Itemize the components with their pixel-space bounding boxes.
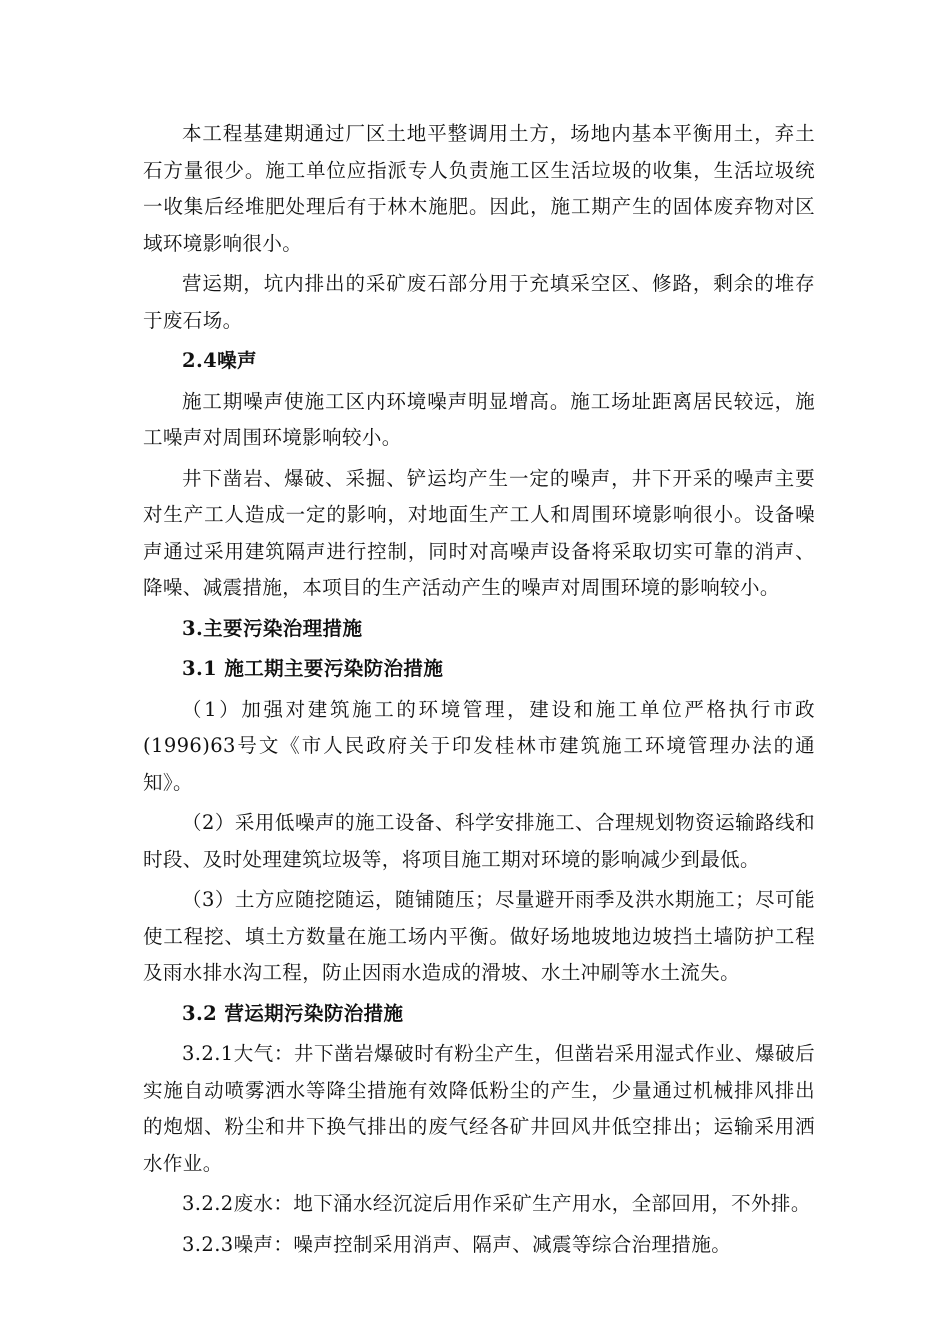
paragraph-measure-3: （3）土方应随挖随运，随铺随压；尽量避开雨季及洪水期施工；尽可能使工程挖、填土方数量在施工场内平衡。做好场地坡地边坡挡土墙防护工程及雨水排水沟工程，防止因雨水造成的滑坡、水土冲刷等水土流失。 [143,888,815,984]
paragraph-measure-1: （1）加强对建筑施工的环境管理，建设和施工单位严格执行市政(1996)63号文《市人民政府关于印发桂林市建筑施工环境管理办法的通知》。 [143,697,815,794]
paragraph-3-2-1-air: 3.2.1大气：井下凿岩爆破时有粉尘产生，但凿岩采用湿式作业、爆破后实施自动喷雾洒水等降尘措施有效降低粉尘的产生，少量通过机械排风排出的炮烟、粉尘和井下换气排出的废气经各矿井回风井低空排出；运输采用洒水作业。 [143,1042,815,1175]
heading-3-main-measures: 3.主要污染治理措施 [182,616,363,640]
paragraph-operation-waste-rock: 营运期，坑内排出的采矿废石部分用于充填采空区、修路，剩余的堆存于废石场。 [143,272,815,332]
paragraph-3-2-3-noise: 3.2.3噪声：噪声控制采用消声、隔声、减震等综合治理措施。 [182,1232,732,1256]
paragraph-3-2-2-wastewater: 3.2.2废水：地下涌水经沉淀后用作采矿生产用水，全部回用，不外排。 [182,1192,811,1215]
paragraph-underground-noise: 井下凿岩、爆破、采掘、铲运均产生一定的噪声，井下开采的噪声主要对生产工人造成一定的影响，对地面生产工人和周围环境影响很小。设备噪声通过采用建筑隔声进行控制，同时对高噪声设备将采取切实可靠的消声、降噪、减震措施，本项目的生产活动产生的噪声对周围环境的影响较小。 [143,466,815,599]
paragraph-construction-solid-waste: 本工程基建期通过厂区土地平整调用土方，场地内基本平衡用土，弃土石方量很少。施工单位应指派专人负责施工区生活垃圾的收集，生活垃圾统一收集后经堆肥处理后有于林木施肥。因此，施工期产生的固体废弃物对区域环境影响很小。 [143,122,815,255]
heading-3-1-construction-measures: 3.1 施工期主要污染防治措施 [182,657,444,680]
heading-3-2-operation-measures: 3.2 营运期污染防治措施 [182,1001,404,1025]
heading-2-4-noise: 2.4噪声 [182,349,257,372]
paragraph-construction-noise: 施工期噪声使施工区内环境噪声明显增高。施工场址距离居民较远，施工噪声对周围环境影响较小。 [143,389,815,449]
paragraph-measure-2: （2）采用低噪声的施工设备、科学安排施工、合理规划物资运输路线和时段、及时处理建筑垃圾等，将项目施工期对环境的影响减少到最低。 [143,811,815,871]
document-page [143,116,815,1263]
